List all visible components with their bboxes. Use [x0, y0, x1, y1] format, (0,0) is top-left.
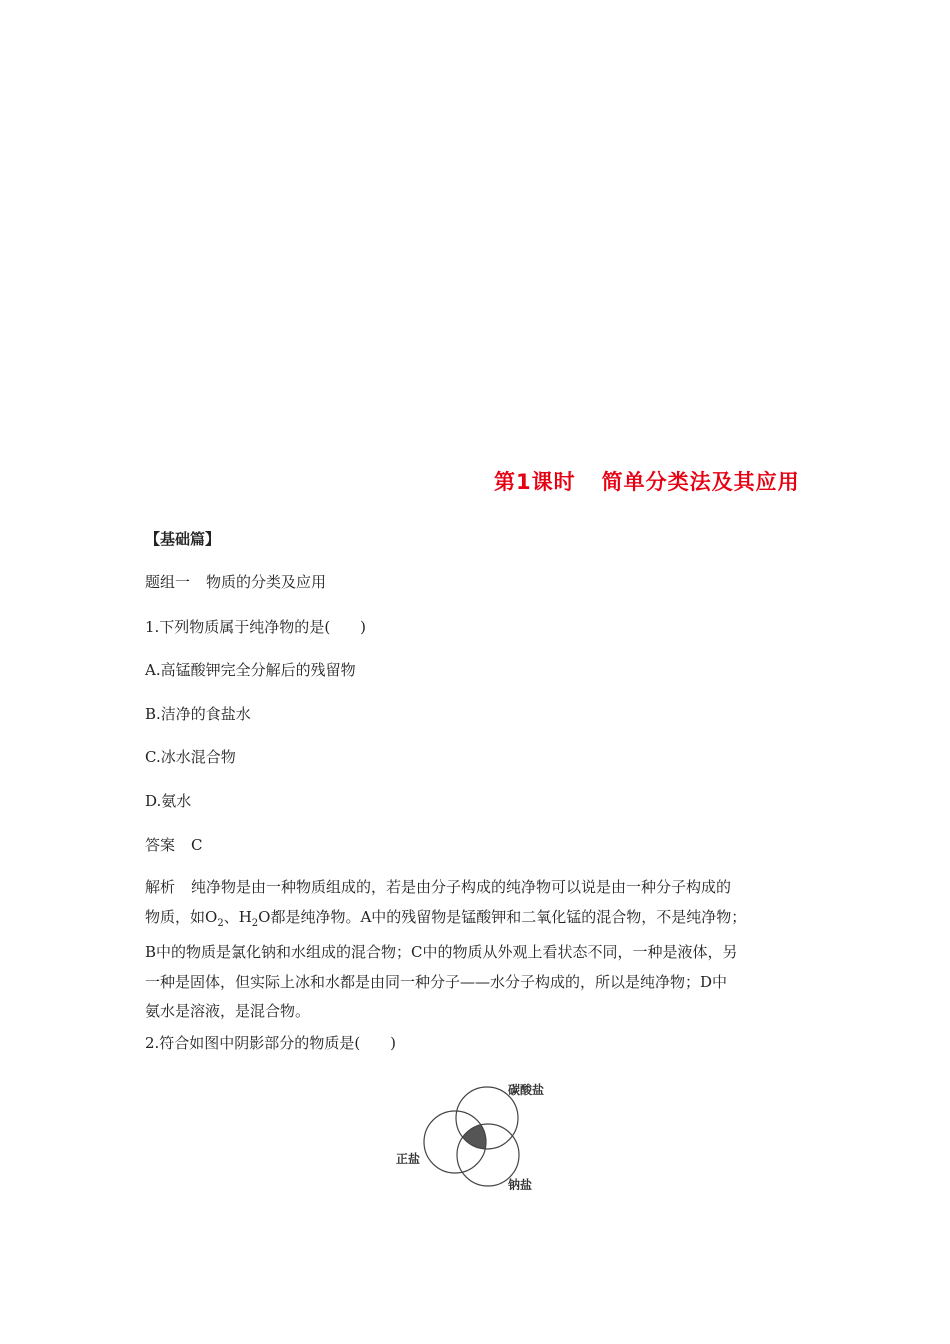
lesson-topic: 简单分类法及其应用 — [601, 470, 800, 494]
analysis-line-3: B中的物质是氯化钠和水组成的混合物；C中的物质从外观上看状态不同，一种是液体，另 — [145, 943, 738, 961]
answer-label: 答案 — [145, 836, 176, 854]
analysis-line-5: 氨水是溶液，是混合物。 — [145, 1002, 311, 1020]
question-group-heading — [145, 571, 326, 593]
group-title: 物质的分类及应用 — [206, 573, 327, 591]
analysis-line-1: 解析 纯净物是由一种物质组成的，若是由分子构成的纯净物可以说是由一种分子构成的 — [145, 878, 732, 896]
sodium-salt-circle — [457, 1124, 519, 1186]
group-label: 题组一 — [145, 573, 191, 591]
q1-analysis — [145, 873, 807, 1027]
answer-value: C — [191, 836, 203, 854]
section-heading: 【基础篇】 — [145, 530, 221, 548]
venn-diagram — [390, 1075, 560, 1200]
lesson-number: 第1课时 — [494, 470, 576, 494]
q1-option-a: A.高锰酸钾完全分解后的残留物 — [145, 661, 356, 679]
q2-stem: 2.符合如图中阴影部分的物质是( ) — [145, 1034, 397, 1052]
q1-option-d: D.氨水 — [145, 792, 192, 810]
q1-answer — [145, 834, 203, 856]
analysis-line-2: 物质，如$O_2$、$H_2O$都是纯净物。A中的残留物是锰酸钾和二氧化锰的混合物，不是纯净物； — [145, 907, 747, 929]
analysis-line-4: 一种是固体，但实际上冰和水都是由同一种分子——水分子构成的，所以是纯净物；D中 — [145, 972, 728, 991]
label-carbonate: 碳酸盐 — [508, 1083, 545, 1097]
q1-stem: 1.下列物质属于纯净物的是( ) — [145, 618, 367, 636]
q1-option-c: C.冰水混合物 — [145, 748, 236, 766]
label-normal-salt: 正盐 — [396, 1152, 421, 1166]
q1-option-b: B.洁净的食盐水 — [145, 705, 251, 723]
label-sodium-salt: 钠盐 — [508, 1178, 533, 1192]
analysis-label: 解析 — [145, 878, 176, 896]
page-title — [494, 466, 800, 496]
